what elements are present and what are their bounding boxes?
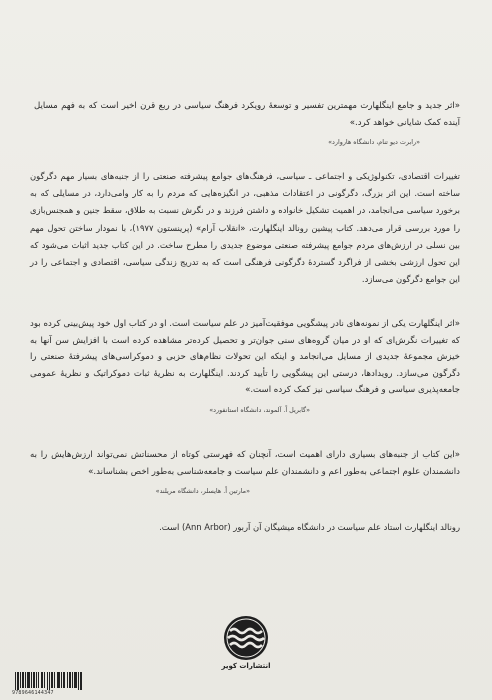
quote-attribution: «رابرت دیو تنام، دانشگاه هاروارد» [328, 138, 420, 146]
quote-text: «اثر جدید و جامع اینگلهارت مهمترین تفسیر و توسعهٔ رویکرد فرهنگ سیاسی در ربع قرن اخیر است که به فهم مسایل آینده کمک شایانی خواهد کرد.» [34, 101, 460, 128]
publisher-name: انتشارات کویر [221, 662, 271, 670]
isbn-number: 9789646144347 [12, 690, 54, 696]
quote-attribution: «گابریل اً. آلموند، دانشگاه استانفورد» [209, 405, 310, 414]
publisher-logo-icon [223, 615, 269, 661]
quote-heisler [30, 447, 460, 500]
author-note: رونالد اینگلهارت استاد علم سیاست در دانشگاه میشیگان آن آربور (Ann Arbor) است. [159, 522, 460, 532]
main-paragraph: تغییرات اقتصادی، تکنولوژیکی و اجتماعی ـ سیاسی، فرهنگ‌های جوامع پیشرفته صنعتی را از جنبه‌های بسیار مهم دگرگون ساخته است. این اثر بزرگ، دگرگونی در اعتقادات مذهبی، در انگیزه‌هایی که مردم را به کار وامی‌دارد، در مسایلی که به برخورد سیاسی می‌انجامد، در اهمیت تشکیل خانواده و داشتن فرزند و در نگرش نسبت به طلاق، سقط جنین و همجنس‌بازی را مورد بررسی قرار می‌دهد. کتاب پیشین رونالد اینگلهارت، «انقلاب آرام» (پرینستون ۱۹۷۷)، با نمودار ساختن تحول مهم بین نسلی در ارزش‌های مردم جوامع پیشرفته صنعتی موضوع جدیدی را مطرح ساخت. در این کتاب جدید اثبات می‌شود که این تحول ارزشی بخشی از فراگرد گسترده‌ٔ دگرگونی فرهنگی است که به تدریج زندگی سیاسی، اقتصادی و اجتماعی را در این جوامع دگرگون می‌سازد. [30, 171, 460, 285]
quote-almond [30, 316, 460, 418]
quote-putnam [34, 98, 460, 151]
quote-text: «این کتاب از جنبه‌های بسیاری دارای اهمیت است، آنچنان که فهرستی کوتاه از محسناتش نمی‌تواند ارزش‌هایش را به دانشمندان علوم اجتماعی به‌طور اعم و دانشمندان علم سیاست و جامعه‌شناسی به‌طور اخص بشناساند.» [30, 450, 460, 477]
quote-text: «اثر اینگلهارت یکی از نمونه‌های نادر پیشگویی موفقیت‌آمیز در علم سیاست است. او در کتاب اول خود پیش‌بینی کرده بود که تغییرات نگرش‌ای که او در میان گروه‌های سنی جوان‌تر و تحصیل کرده‌تر مشاهده کرده است با افزایش سن آنها به خیزش مجموعهٔ جدیدی از مسایل می‌انجامد و اینکه این تحولات نظام‌های حزبی و دموکراسی‌های پیشرفتهٔ صنعتی را دگرگون می‌سازد. رویدادها، درستی این پیشگویی را تأیید کردند. اینگلهارت به نظریهٔ ثبات دموکراتیک و نظریهٔ عمومی جامعه‌پذیری سیاسی و فرهنگ سیاسی نیز کمک کرده است.» [30, 319, 460, 395]
quote-attribution: «مارتین اً. هایسلر، دانشگاه مریلند» [155, 487, 250, 495]
